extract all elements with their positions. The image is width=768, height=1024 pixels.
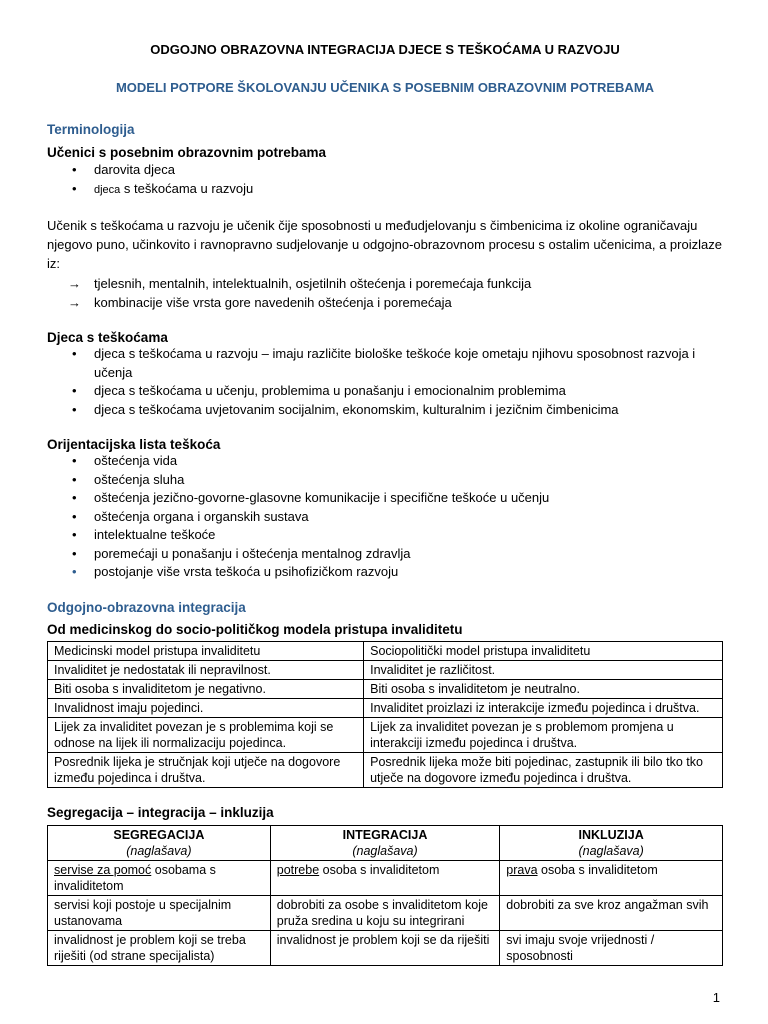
- table-cell: Posrednik lijeka može biti pojedinac, zastupnik ili bilo tko tko utječe na dogovore između pojedinca i društva.: [364, 752, 723, 787]
- table-row: [48, 860, 723, 895]
- list-item: • djeca s teškoćama u razvoju: [47, 180, 723, 200]
- table-cell: Invaliditet je različitost.: [364, 660, 723, 679]
- column-header: Sociopolitički model pristupa invaliditetu: [364, 641, 723, 660]
- table-cell: invalidnost je problem koji se treba riješiti (od strane specijalista): [48, 930, 271, 965]
- table-row: [48, 717, 723, 752]
- bullet-icon: •: [72, 471, 77, 487]
- list-item: • postojanje više vrsta teškoća u psihofizičkom razvoju: [47, 563, 723, 582]
- bullet-icon: •: [72, 564, 77, 579]
- models-table: [47, 641, 723, 788]
- table-cell: Invaliditet proizlazi iz interakcije između pojedinca i društva.: [364, 698, 723, 717]
- bullet-icon: •: [72, 346, 77, 361]
- table-cell: Invalidnost imaju pojedinci.: [48, 698, 364, 717]
- sii-table: [47, 825, 723, 966]
- subheading-models: Od medicinskog do socio-političkog modela pristupa invaliditetu: [47, 621, 463, 637]
- list-item: • intelektualne teškoće: [47, 526, 723, 545]
- bullet-icon: •: [72, 162, 77, 177]
- bullet-icon: •: [72, 545, 77, 561]
- definition-paragraph: Učenik s teškoćama u razvoju je učenik čije sposobnosti u međudjelovanju s čimbenicima iz okoline ograničavaju njegovo puno, učinkovito i ravnopravno sudjelovanje u odgojno-obrazovnom procesu s ostalim učenicima, a proizlaze iz:: [47, 218, 722, 271]
- subheading-children: Djeca s teškoćama: [47, 330, 168, 345]
- list-item: • oštećenja sluha: [47, 471, 723, 490]
- document-subtitle: MODELI POTPORE ŠKOLOVANJU UČENIKA S POSEBNIM OBRAZOVNIM POTREBAMA: [115, 80, 655, 95]
- list-item: • oštećenja jezično-govorne-glasovne komunikacije i specifične teškoće u učenju: [47, 489, 723, 508]
- arrow-list: [47, 275, 723, 312]
- list-item: → tjelesnih, mentalnih, intelektualnih, osjetilnih oštećenja i poremećaja funkcija: [47, 275, 723, 294]
- table-cell: prava osoba s invaliditetom: [500, 860, 723, 895]
- column-header: SEGREGACIJA (naglašava): [48, 825, 271, 860]
- column-header: Medicinski model pristupa invaliditetu: [48, 641, 364, 660]
- list-item: • djeca s teškoćama uvjetovanim socijalnim, ekonomskim, kulturalnim i jezičnim čimbenicima: [47, 401, 723, 420]
- orientation-list: [47, 452, 723, 582]
- section-heading-terminology: Terminologija: [47, 122, 135, 137]
- bullet-icon: •: [72, 508, 77, 524]
- list-item: • poremećaji u ponašanju i oštećenja mentalnog zdravlja: [47, 545, 723, 564]
- table-cell: Lijek za invaliditet povezan je s problemom promjena u interakciji između pojedinca i društva.: [364, 717, 723, 752]
- table-cell: Posrednik lijeka je stručnjak koji utječe na dogovore između pojedinca i društva.: [48, 752, 364, 787]
- table-cell: Lijek za invaliditet povezan je s problemima koji se odnose na lijek ili normalizaciju pojedinca.: [48, 717, 364, 752]
- subheading-students: Učenici s posebnim obrazovnim potrebama: [47, 145, 327, 160]
- table-cell: Invaliditet je nedostatak ili nepravilnost.: [48, 660, 364, 679]
- table-row: [48, 752, 723, 787]
- list-item: → kombinacije više vrsta gore navedenih oštećenja i poremećaja: [47, 294, 723, 313]
- bullet-icon: •: [72, 527, 77, 542]
- page-number: 1: [712, 990, 720, 1005]
- document-page: [47, 0, 723, 966]
- arrow-right-icon: →: [68, 276, 81, 291]
- table-row: [48, 895, 723, 930]
- column-header: INTEGRACIJA (naglašava): [270, 825, 500, 860]
- table-row: [48, 930, 723, 965]
- table-cell: svi imaju svoje vrijednosti / sposobnosti: [500, 930, 723, 965]
- table-cell: Biti osoba s invaliditetom je neutralno.: [364, 679, 723, 698]
- subheading-sii: Segregacija – integracija – inkluzija: [47, 804, 274, 820]
- children-list: [47, 345, 723, 419]
- table-cell: Biti osoba s invaliditetom je negativno.: [48, 679, 364, 698]
- bullet-icon: •: [72, 383, 77, 398]
- table-row: [48, 660, 723, 679]
- table-header-row: [48, 641, 723, 660]
- table-cell: dobrobiti za osobe s invaliditetom koje pruža sredina u koju su integrirani: [270, 895, 500, 930]
- list-item: • darovita djeca: [47, 161, 723, 180]
- table-cell: servisi koji postoje u specijalnim ustanovama: [48, 895, 271, 930]
- bullet-icon: •: [72, 490, 77, 505]
- list-item: • djeca s teškoćama u učenju, problemima u ponašanju i emocionalnim problemima: [47, 382, 723, 401]
- table-header-row: [48, 825, 723, 860]
- students-list: [47, 161, 723, 199]
- document-title: ODGOJNO OBRAZOVNA INTEGRACIJA DJECE S TEŠKOĆAMA U RAZVOJU: [150, 42, 620, 57]
- bullet-icon: •: [72, 401, 77, 417]
- table-cell: servise za pomoć osobama s invaliditetom: [48, 860, 271, 895]
- table-cell: potrebe osoba s invaliditetom: [270, 860, 500, 895]
- section-heading-integration: Odgojno-obrazovna integracija: [47, 599, 246, 615]
- list-item: • oštećenja vida: [47, 452, 723, 471]
- arrow-right-icon: →: [68, 294, 81, 310]
- subheading-orientation: Orijentacijska lista teškoća: [47, 437, 221, 452]
- table-cell: dobrobiti za sve kroz angažman svih: [500, 895, 723, 930]
- bullet-icon: •: [72, 453, 77, 468]
- column-header: INKLUZIJA (naglašava): [500, 825, 723, 860]
- bullet-icon: •: [72, 180, 77, 196]
- list-item: • djeca s teškoćama u razvoju – imaju različite biološke teškoće koje ometaju njihovu sposobnost razvoja i učenja: [72, 346, 696, 380]
- list-item: • oštećenja organa i organskih sustava: [47, 508, 723, 527]
- table-row: [48, 698, 723, 717]
- table-row: [48, 679, 723, 698]
- table-cell: invalidnost je problem koji se da riješiti: [270, 930, 500, 965]
